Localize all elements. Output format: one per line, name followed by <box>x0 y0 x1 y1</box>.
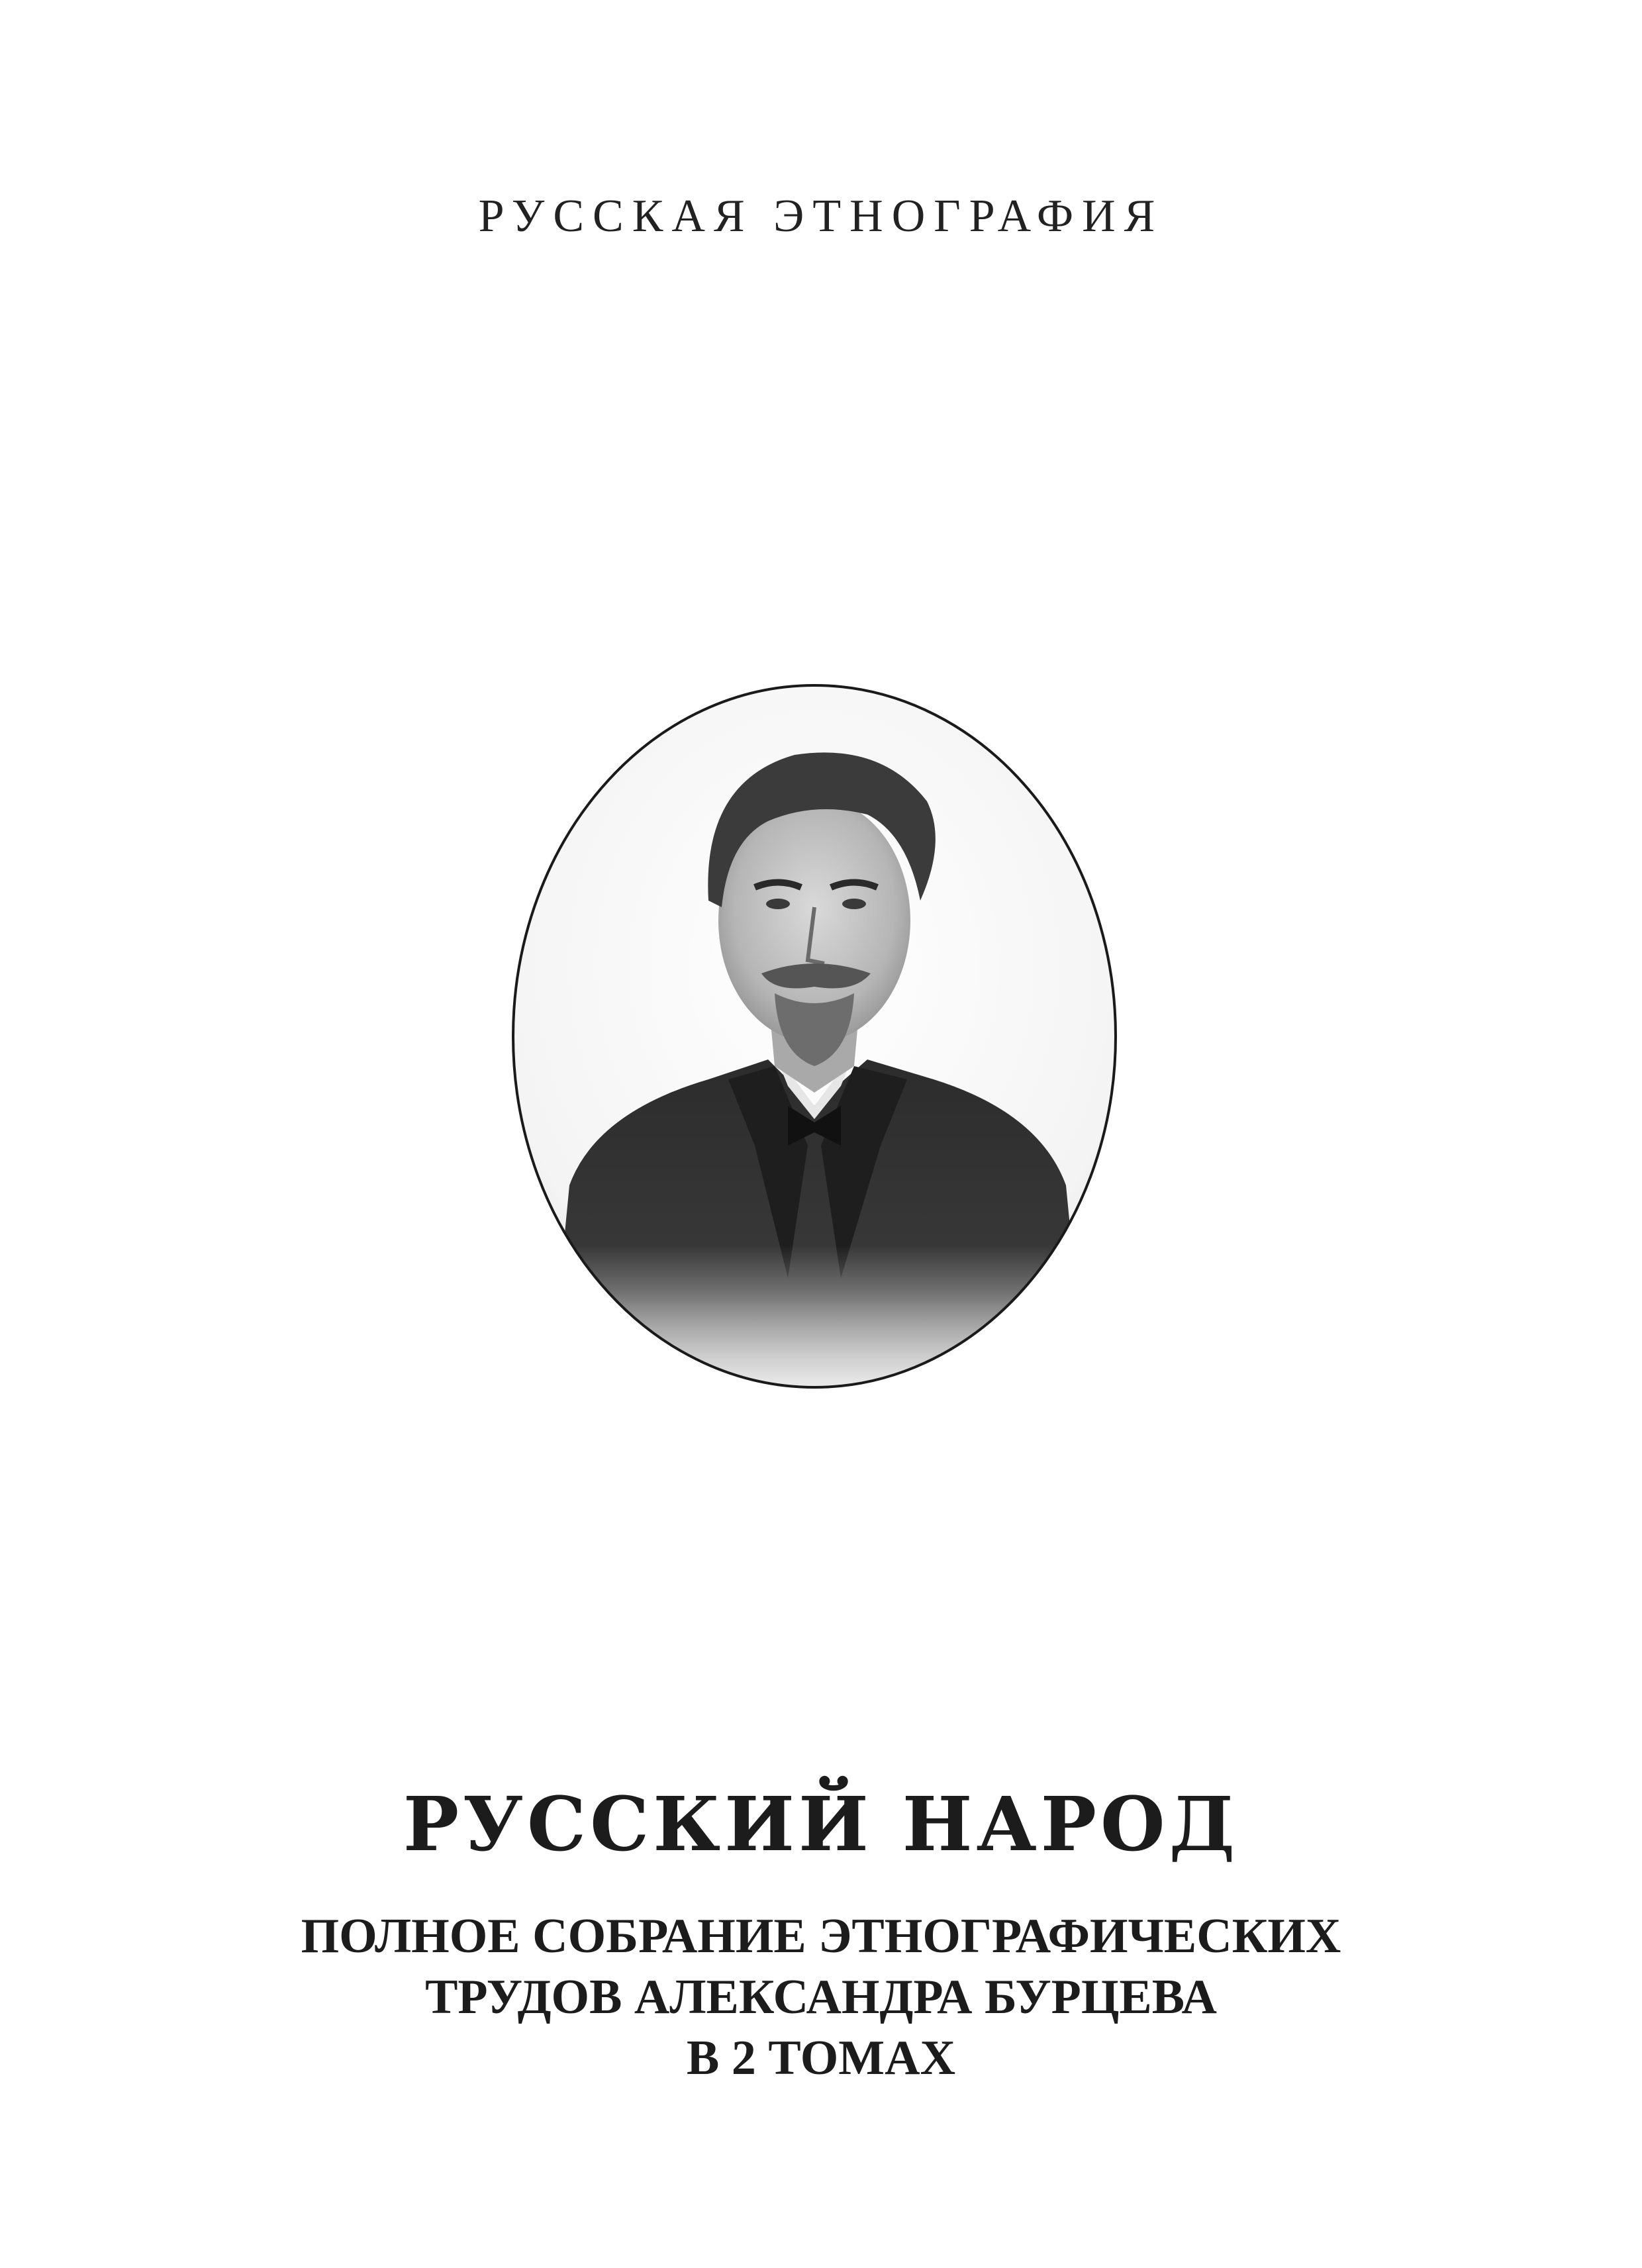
book-title: РУССКИЙ НАРОД <box>403 1781 1239 1868</box>
subtitle-line: ПОЛНОЕ СОБРАНИЕ ЭТНОГРАФИЧЕСКИХ <box>301 1909 1341 1963</box>
series-title: РУССКАЯ ЭТНОГРАФИЯ <box>478 191 1164 242</box>
author-portrait <box>510 682 1119 1391</box>
subtitle <box>0 1906 1642 2089</box>
subtitle-line: В 2 ТОМАХ <box>686 2031 956 2085</box>
subtitle-line: ТРУДОВ АЛЕКСАНДРА БУРЦЕВА <box>425 1970 1217 2024</box>
